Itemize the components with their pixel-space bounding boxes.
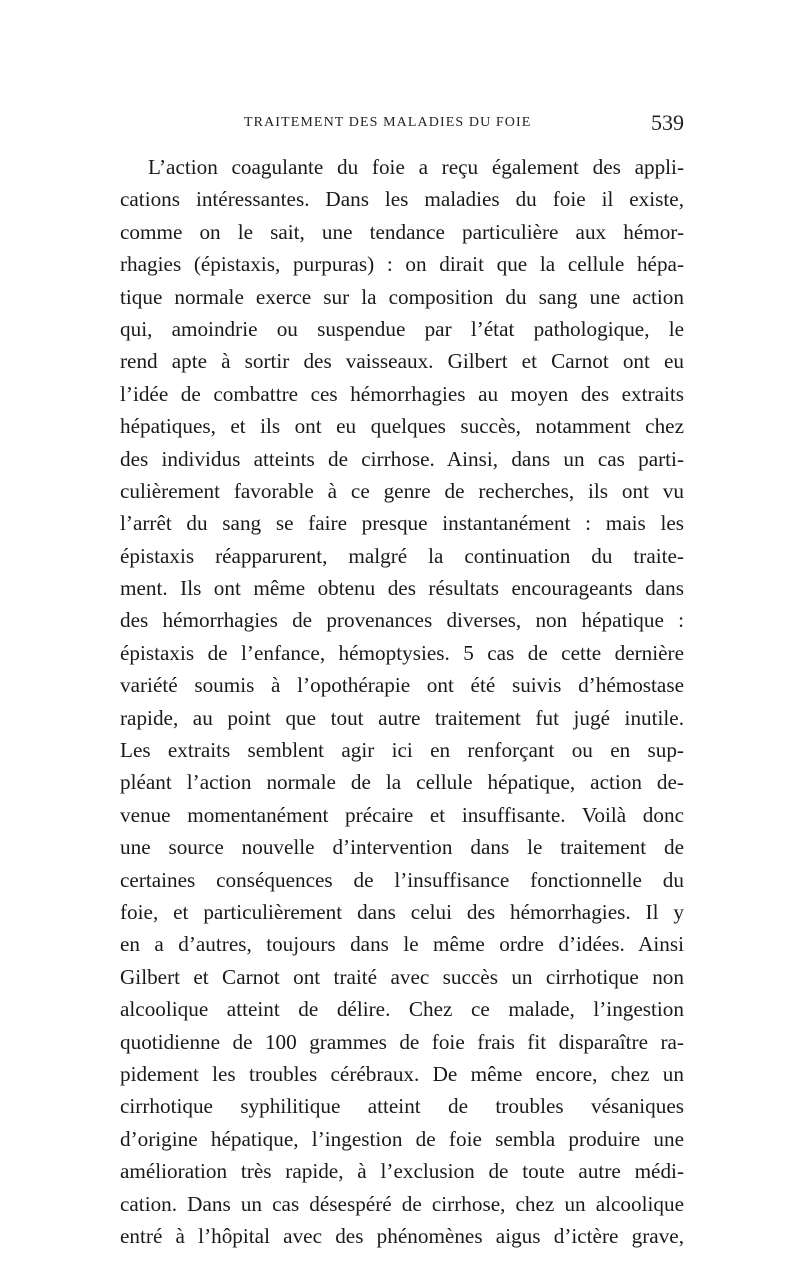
text-line: certaines conséquences de l’insuffisance fonctionnelle du	[120, 867, 684, 892]
text-line: Gilbert et Carnot ont traité avec succès un cirrhotique non	[120, 964, 684, 989]
text-line: foie, et particulièrement dans celui des hémorrhagies. Il y	[120, 899, 684, 924]
text-line: variété soumis à l’opothérapie ont été suivis d’hémostase	[120, 673, 684, 698]
text-line: qui, amoindrie ou suspendue par l’état pathologique, le	[120, 316, 684, 341]
text-line: Les extraits semblent agir ici en renforçant ou en sup-	[120, 738, 684, 763]
body-paragraph	[120, 151, 684, 1248]
text-line: cirrhotique syphilitique atteint de troubles vésaniques	[120, 1094, 684, 1119]
text-line: des individus atteints de cirrhose. Ainsi, dans un cas parti-	[120, 446, 684, 471]
text-line: hépatiques, et ils ont eu quelques succès, notamment chez	[120, 414, 684, 439]
text-line: L’action coagulante du foie a reçu également des appli-	[148, 155, 684, 179]
text-line: ment. Ils ont même obtenu des résultats encourageants dans	[120, 576, 684, 601]
text-line: pidement les troubles cérébraux. De même encore, chez un	[120, 1061, 684, 1086]
text-line: une source nouvelle d’intervention dans le traitement de	[120, 835, 684, 860]
text-line: en a d’autres, toujours dans le même ordre d’idées. Ainsi	[120, 932, 684, 957]
text-line: l’arrêt du sang se faire presque instantanément : mais les	[120, 511, 684, 536]
text-line: culièrement favorable à ce genre de recherches, ils ont vu	[120, 478, 684, 503]
text-line: comme on le sait, une tendance particulière aux hémor-	[120, 219, 684, 244]
text-line: rend apte à sortir des vaisseaux. Gilbert et Carnot ont eu	[120, 349, 684, 374]
text-line: épistaxis réapparurent, malgré la continuation du traite-	[120, 543, 684, 568]
text-line: tique normale exerce sur la composition du sang une action	[120, 284, 684, 309]
text-line: des hémorrhagies de provenances diverses, non hépatique :	[120, 608, 684, 633]
text-line: cation. Dans un cas désespéré de cirrhose, chez un alcoolique	[120, 1191, 684, 1216]
text-line: alcoolique atteint de délire. Chez ce malade, l’ingestion	[120, 997, 684, 1022]
text-line: d’origine hépatique, l’ingestion de foie sembla produire une	[120, 1126, 684, 1151]
text-line: quotidienne de 100 grammes de foie frais fit disparaître ra-	[120, 1029, 684, 1054]
text-line: entré à l’hôpital avec des phénomènes aigus d’ictère grave,	[120, 1223, 684, 1248]
text-line: venue momentanément précaire et insuffisante. Voilà donc	[120, 802, 684, 827]
text-line: cations intéressantes. Dans les maladies du foie il existe,	[120, 187, 684, 212]
running-head	[120, 112, 684, 142]
text-line: rapide, au point que tout autre traitement fut jugé inutile.	[120, 705, 684, 730]
text-line: épistaxis de l’enfance, hémoptysies. 5 cas de cette dernière	[120, 640, 684, 665]
text-line: amélioration très rapide, à l’exclusion de toute autre médi-	[120, 1159, 684, 1184]
text-line: l’idée de combattre ces hémorrhagies au moyen des extraits	[120, 381, 684, 406]
text-line: pléant l’action normale de la cellule hépatique, action de-	[120, 770, 684, 795]
text-line: rhagies (épistaxis, purpuras) : on dirait que la cellule hépa-	[120, 252, 684, 277]
page-number: 539	[651, 110, 684, 135]
running-title: TRAITEMENT DES MALADIES DU FOIE	[244, 115, 532, 130]
